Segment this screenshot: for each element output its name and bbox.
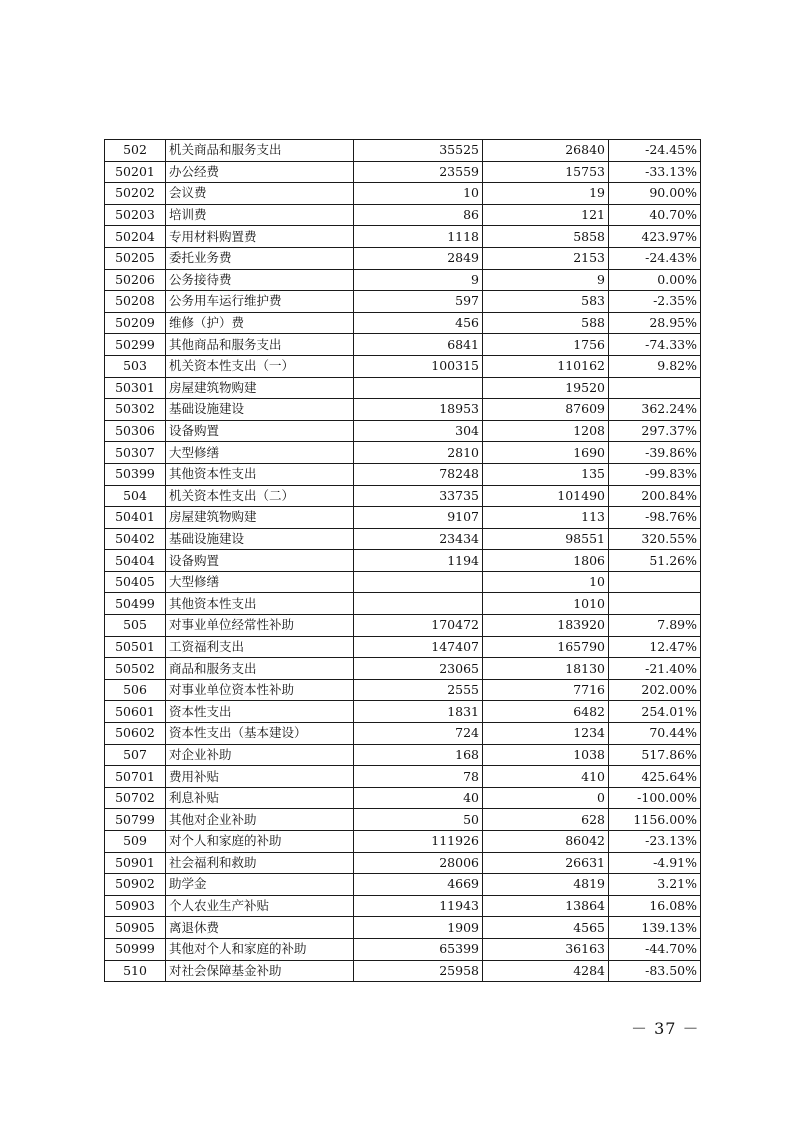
change-percent-cell: 517.86% <box>609 744 701 766</box>
current-amount-cell: 113 <box>483 507 609 529</box>
current-amount-cell: 87609 <box>483 399 609 421</box>
item-name-cell: 设备购置 <box>166 420 354 442</box>
prior-amount-cell: 2810 <box>354 442 483 464</box>
change-percent-cell: 254.01% <box>609 701 701 723</box>
table-row <box>105 766 701 788</box>
item-name-cell: 利息补贴 <box>166 787 354 809</box>
table-row <box>105 723 701 745</box>
table-row <box>105 377 701 399</box>
prior-amount-cell: 35525 <box>354 140 483 162</box>
current-amount-cell: 1690 <box>483 442 609 464</box>
change-percent-cell: 51.26% <box>609 550 701 572</box>
current-amount-cell: 15753 <box>483 161 609 183</box>
prior-amount-cell: 100315 <box>354 355 483 377</box>
current-amount-cell: 4565 <box>483 917 609 939</box>
table-row <box>105 852 701 874</box>
economic-code-cell: 50905 <box>105 917 166 939</box>
prior-amount-cell: 111926 <box>354 831 483 853</box>
change-percent-cell: 425.64% <box>609 766 701 788</box>
economic-code-cell: 50702 <box>105 787 166 809</box>
current-amount-cell: 26631 <box>483 852 609 874</box>
prior-amount-cell <box>354 593 483 615</box>
current-amount-cell: 0 <box>483 787 609 809</box>
table-row <box>105 550 701 572</box>
item-name-cell: 维修（护）费 <box>166 312 354 334</box>
change-percent-cell: -74.33% <box>609 334 701 356</box>
prior-amount-cell: 6841 <box>354 334 483 356</box>
economic-code-cell: 50602 <box>105 723 166 745</box>
current-amount-cell: 588 <box>483 312 609 334</box>
item-name-cell: 对个人和家庭的补助 <box>166 831 354 853</box>
prior-amount-cell: 23559 <box>354 161 483 183</box>
current-amount-cell: 121 <box>483 204 609 226</box>
item-name-cell: 资本性支出 <box>166 701 354 723</box>
table-row <box>105 744 701 766</box>
table-row <box>105 571 701 593</box>
economic-code-cell: 507 <box>105 744 166 766</box>
current-amount-cell: 1756 <box>483 334 609 356</box>
economic-code-cell: 50601 <box>105 701 166 723</box>
item-name-cell: 大型修缮 <box>166 442 354 464</box>
table-row <box>105 485 701 507</box>
economic-code-cell: 50401 <box>105 507 166 529</box>
table-row <box>105 593 701 615</box>
economic-code-cell: 50502 <box>105 658 166 680</box>
prior-amount-cell: 33735 <box>354 485 483 507</box>
item-name-cell: 对企业补助 <box>166 744 354 766</box>
item-name-cell: 其他对企业补助 <box>166 809 354 831</box>
table-row <box>105 463 701 485</box>
item-name-cell: 基础设施建设 <box>166 528 354 550</box>
economic-code-cell: 50799 <box>105 809 166 831</box>
prior-amount-cell: 1831 <box>354 701 483 723</box>
table-row <box>105 701 701 723</box>
change-percent-cell: -2.35% <box>609 291 701 313</box>
table-row <box>105 247 701 269</box>
economic-code-cell: 502 <box>105 140 166 162</box>
current-amount-cell: 4284 <box>483 960 609 982</box>
current-amount-cell: 13864 <box>483 895 609 917</box>
table-body <box>105 140 701 982</box>
change-percent-cell: 1156.00% <box>609 809 701 831</box>
change-percent-cell: 9.82% <box>609 355 701 377</box>
item-name-cell: 离退休费 <box>166 917 354 939</box>
current-amount-cell: 5858 <box>483 226 609 248</box>
change-percent-cell: 16.08% <box>609 895 701 917</box>
prior-amount-cell: 18953 <box>354 399 483 421</box>
table-row <box>105 183 701 205</box>
economic-code-cell: 50205 <box>105 247 166 269</box>
prior-amount-cell: 40 <box>354 787 483 809</box>
economic-code-cell: 504 <box>105 485 166 507</box>
current-amount-cell: 36163 <box>483 938 609 960</box>
change-percent-cell: 202.00% <box>609 679 701 701</box>
change-percent-cell: -99.83% <box>609 463 701 485</box>
economic-code-cell: 50399 <box>105 463 166 485</box>
item-name-cell: 房屋建筑物购建 <box>166 377 354 399</box>
item-name-cell: 助学金 <box>166 874 354 896</box>
change-percent-cell: -83.50% <box>609 960 701 982</box>
economic-code-cell: 50302 <box>105 399 166 421</box>
prior-amount-cell: 1194 <box>354 550 483 572</box>
change-percent-cell: 423.97% <box>609 226 701 248</box>
item-name-cell: 房屋建筑物购建 <box>166 507 354 529</box>
table-row <box>105 831 701 853</box>
economic-code-cell: 510 <box>105 960 166 982</box>
prior-amount-cell: 86 <box>354 204 483 226</box>
item-name-cell: 公务用车运行维护费 <box>166 291 354 313</box>
prior-amount-cell: 23065 <box>354 658 483 680</box>
change-percent-cell: 320.55% <box>609 528 701 550</box>
current-amount-cell: 4819 <box>483 874 609 896</box>
economic-code-cell: 50202 <box>105 183 166 205</box>
change-percent-cell: -98.76% <box>609 507 701 529</box>
table-row <box>105 960 701 982</box>
item-name-cell: 机关商品和服务支出 <box>166 140 354 162</box>
item-name-cell: 机关资本性支出（一） <box>166 355 354 377</box>
economic-code-cell: 50903 <box>105 895 166 917</box>
change-percent-cell: 200.84% <box>609 485 701 507</box>
table-row <box>105 938 701 960</box>
change-percent-cell <box>609 377 701 399</box>
change-percent-cell: 40.70% <box>609 204 701 226</box>
table-row <box>105 334 701 356</box>
economic-code-cell: 50501 <box>105 636 166 658</box>
item-name-cell: 工资福利支出 <box>166 636 354 658</box>
change-percent-cell: -21.40% <box>609 658 701 680</box>
prior-amount-cell: 11943 <box>354 895 483 917</box>
change-percent-cell <box>609 593 701 615</box>
change-percent-cell: 3.21% <box>609 874 701 896</box>
change-percent-cell: -23.13% <box>609 831 701 853</box>
change-percent-cell: 28.95% <box>609 312 701 334</box>
change-percent-cell: 139.13% <box>609 917 701 939</box>
prior-amount-cell: 9107 <box>354 507 483 529</box>
item-name-cell: 大型修缮 <box>166 571 354 593</box>
economic-code-cell: 50999 <box>105 938 166 960</box>
item-name-cell: 办公经费 <box>166 161 354 183</box>
item-name-cell: 资本性支出（基本建设） <box>166 723 354 745</box>
prior-amount-cell: 304 <box>354 420 483 442</box>
economic-code-cell: 50901 <box>105 852 166 874</box>
current-amount-cell: 628 <box>483 809 609 831</box>
current-amount-cell: 135 <box>483 463 609 485</box>
current-amount-cell: 110162 <box>483 355 609 377</box>
item-name-cell: 基础设施建设 <box>166 399 354 421</box>
table-row <box>105 895 701 917</box>
change-percent-cell: -100.00% <box>609 787 701 809</box>
economic-code-cell: 50206 <box>105 269 166 291</box>
item-name-cell: 对事业单位经常性补助 <box>166 615 354 637</box>
current-amount-cell: 1208 <box>483 420 609 442</box>
prior-amount-cell: 168 <box>354 744 483 766</box>
item-name-cell: 费用补贴 <box>166 766 354 788</box>
current-amount-cell: 101490 <box>483 485 609 507</box>
prior-amount-cell: 78248 <box>354 463 483 485</box>
change-percent-cell: -33.13% <box>609 161 701 183</box>
current-amount-cell: 2153 <box>483 247 609 269</box>
item-name-cell: 对事业单位资本性补助 <box>166 679 354 701</box>
item-name-cell: 对社会保障基金补助 <box>166 960 354 982</box>
prior-amount-cell: 2849 <box>354 247 483 269</box>
item-name-cell: 其他对个人和家庭的补助 <box>166 938 354 960</box>
change-percent-cell: -4.91% <box>609 852 701 874</box>
prior-amount-cell: 10 <box>354 183 483 205</box>
item-name-cell: 委托业务费 <box>166 247 354 269</box>
change-percent-cell: 297.37% <box>609 420 701 442</box>
current-amount-cell: 98551 <box>483 528 609 550</box>
current-amount-cell: 19520 <box>483 377 609 399</box>
item-name-cell: 设备购置 <box>166 550 354 572</box>
table-row <box>105 636 701 658</box>
table-row <box>105 420 701 442</box>
table-row <box>105 226 701 248</box>
current-amount-cell: 1234 <box>483 723 609 745</box>
economic-code-cell: 50201 <box>105 161 166 183</box>
prior-amount-cell: 1118 <box>354 226 483 248</box>
table-row <box>105 399 701 421</box>
prior-amount-cell: 50 <box>354 809 483 831</box>
economic-code-cell: 50902 <box>105 874 166 896</box>
item-name-cell: 个人农业生产补贴 <box>166 895 354 917</box>
change-percent-cell: -44.70% <box>609 938 701 960</box>
prior-amount-cell: 147407 <box>354 636 483 658</box>
change-percent-cell: -24.43% <box>609 247 701 269</box>
expenditure-table <box>104 139 701 982</box>
table-row <box>105 679 701 701</box>
item-name-cell: 商品和服务支出 <box>166 658 354 680</box>
current-amount-cell: 183920 <box>483 615 609 637</box>
table-row <box>105 615 701 637</box>
economic-code-cell: 50499 <box>105 593 166 615</box>
current-amount-cell: 583 <box>483 291 609 313</box>
change-percent-cell: 12.47% <box>609 636 701 658</box>
item-name-cell: 其他资本性支出 <box>166 463 354 485</box>
change-percent-cell: -39.86% <box>609 442 701 464</box>
current-amount-cell: 6482 <box>483 701 609 723</box>
current-amount-cell: 1010 <box>483 593 609 615</box>
prior-amount-cell <box>354 377 483 399</box>
current-amount-cell: 9 <box>483 269 609 291</box>
economic-code-cell: 50208 <box>105 291 166 313</box>
prior-amount-cell: 170472 <box>354 615 483 637</box>
table-row <box>105 140 701 162</box>
table-row <box>105 161 701 183</box>
table-row <box>105 528 701 550</box>
economic-code-cell: 50203 <box>105 204 166 226</box>
change-percent-cell: 90.00% <box>609 183 701 205</box>
item-name-cell: 其他资本性支出 <box>166 593 354 615</box>
economic-code-cell: 50209 <box>105 312 166 334</box>
economic-code-cell: 50405 <box>105 571 166 593</box>
economic-code-cell: 505 <box>105 615 166 637</box>
economic-code-cell: 50404 <box>105 550 166 572</box>
change-percent-cell: -24.45% <box>609 140 701 162</box>
page-number: － 37 － <box>631 1019 700 1038</box>
change-percent-cell: 7.89% <box>609 615 701 637</box>
prior-amount-cell: 23434 <box>354 528 483 550</box>
economic-code-cell: 50306 <box>105 420 166 442</box>
economic-code-cell: 50301 <box>105 377 166 399</box>
table-row <box>105 269 701 291</box>
table-row <box>105 204 701 226</box>
prior-amount-cell: 2555 <box>354 679 483 701</box>
current-amount-cell: 10 <box>483 571 609 593</box>
table-row <box>105 442 701 464</box>
prior-amount-cell: 9 <box>354 269 483 291</box>
change-percent-cell <box>609 571 701 593</box>
current-amount-cell: 86042 <box>483 831 609 853</box>
item-name-cell: 公务接待费 <box>166 269 354 291</box>
current-amount-cell: 19 <box>483 183 609 205</box>
prior-amount-cell <box>354 571 483 593</box>
table-row <box>105 312 701 334</box>
expenditure-table-container <box>104 139 700 982</box>
current-amount-cell: 1806 <box>483 550 609 572</box>
item-name-cell: 机关资本性支出（二） <box>166 485 354 507</box>
prior-amount-cell: 597 <box>354 291 483 313</box>
economic-code-cell: 50204 <box>105 226 166 248</box>
prior-amount-cell: 25958 <box>354 960 483 982</box>
table-row <box>105 658 701 680</box>
table-row <box>105 917 701 939</box>
current-amount-cell: 7716 <box>483 679 609 701</box>
prior-amount-cell: 65399 <box>354 938 483 960</box>
table-row <box>105 787 701 809</box>
item-name-cell: 社会福利和救助 <box>166 852 354 874</box>
prior-amount-cell: 724 <box>354 723 483 745</box>
change-percent-cell: 70.44% <box>609 723 701 745</box>
table-row <box>105 809 701 831</box>
current-amount-cell: 26840 <box>483 140 609 162</box>
current-amount-cell: 410 <box>483 766 609 788</box>
item-name-cell: 培训费 <box>166 204 354 226</box>
prior-amount-cell: 78 <box>354 766 483 788</box>
current-amount-cell: 1038 <box>483 744 609 766</box>
prior-amount-cell: 1909 <box>354 917 483 939</box>
economic-code-cell: 50307 <box>105 442 166 464</box>
change-percent-cell: 0.00% <box>609 269 701 291</box>
table-row <box>105 291 701 313</box>
economic-code-cell: 506 <box>105 679 166 701</box>
table-row <box>105 874 701 896</box>
item-name-cell: 专用材料购置费 <box>166 226 354 248</box>
current-amount-cell: 18130 <box>483 658 609 680</box>
change-percent-cell: 362.24% <box>609 399 701 421</box>
current-amount-cell: 165790 <box>483 636 609 658</box>
economic-code-cell: 503 <box>105 355 166 377</box>
prior-amount-cell: 28006 <box>354 852 483 874</box>
prior-amount-cell: 456 <box>354 312 483 334</box>
prior-amount-cell: 4669 <box>354 874 483 896</box>
economic-code-cell: 509 <box>105 831 166 853</box>
table-row <box>105 507 701 529</box>
item-name-cell: 会议费 <box>166 183 354 205</box>
economic-code-cell: 50701 <box>105 766 166 788</box>
economic-code-cell: 50299 <box>105 334 166 356</box>
table-row <box>105 355 701 377</box>
economic-code-cell: 50402 <box>105 528 166 550</box>
item-name-cell: 其他商品和服务支出 <box>166 334 354 356</box>
